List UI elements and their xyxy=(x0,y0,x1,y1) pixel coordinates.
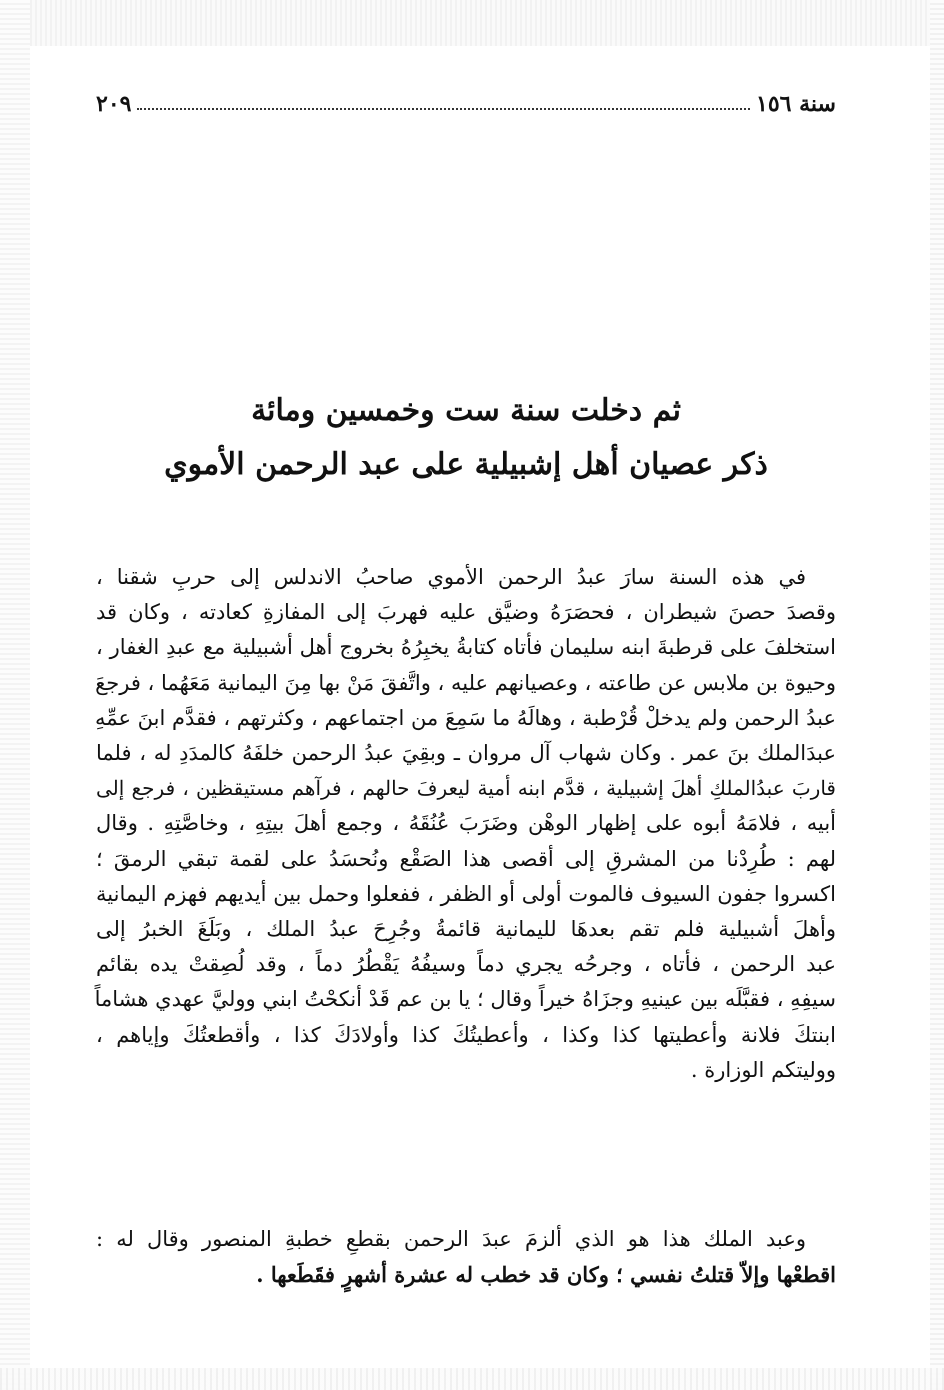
year-title: ثم دخلت سنة ست وخمسين ومائة xyxy=(251,393,681,428)
text-line: وعبد الملك هذا هو الذي ألزمَ عبدَ الرحمن بقطعِ خطبةِ المنصور وقال له : xyxy=(96,1227,806,1251)
section-title: ذكر عصيان أهل إشبيلية على عبد الرحمن الأموي xyxy=(164,447,768,482)
text-line: وأهلَ أشبيلية فلم تقم بعدهَا لليمانية قائمةُ وجُرِحَ عبدُ الملك ، وبَلَغَ الخبرُ إلى xyxy=(96,917,836,942)
text-line: ابنتكَ فلانة وأعطيتها كذا وكذا ، وأعطيتُكَ كذا وأولادَكَ كذا ، وأقطعتُكَ وإياهم ، xyxy=(96,1022,836,1047)
scan-border-top xyxy=(0,0,944,46)
text-line: عبدُ الرحمن ولم يدخلْ قُرْطبة ، وهالَهُ ما سَمِعَ من اجتماعهم ، وكثرتهم ، فقدَّم ابنَ عمِّهِ xyxy=(95,705,836,730)
text-line: وقصدَ حصنَ شيطران ، فحصَرَهُ وضيَّق عليه فهربَ إلى المفازةِ كعادته ، وكان قد xyxy=(96,600,836,625)
text-line: اكسروا جفون السيوف فالموت أولى أو الظفر ، ففعلوا وحمل بين أيديهم فهزم اليمانية xyxy=(96,881,836,906)
page-number: ٢٠٩ xyxy=(96,91,132,117)
text-line: ووليتكم الوزارة . xyxy=(690,1057,836,1082)
paragraph-2 xyxy=(96,1222,836,1292)
scan-border-bottom xyxy=(0,1368,944,1390)
text-line: لهم : طُرِدْنا من المشرقِ إلى أقصى هذا الصَقْع ونُحسَدُ على لقمة تبقي الرمقَ ؛ xyxy=(96,846,836,871)
text-line: اقطعْها وإلاّ قتلتُ نفسي ؛ وكان قد خطب له عشرة أشهرٍ فقَطَعها . xyxy=(256,1262,836,1288)
text-line: في هذه السنة سارَ عبدُ الرحمن الأموي صاحبُ الاندلس إلى حربِ شقنا ، xyxy=(96,565,806,589)
chapter-titles xyxy=(96,386,836,490)
header-year-label: سنة ١٥٦ xyxy=(756,91,836,117)
scan-border-right xyxy=(930,0,944,1390)
text-line: وحيوة بن ملابس عن طاعته ، وعصيانهم عليه ، واتَّفقَ مَنْ بها مِنَ اليمانية مَعَهُما ، فرجعَ xyxy=(95,670,836,695)
paragraph-1 xyxy=(96,560,836,1088)
running-header xyxy=(96,88,836,120)
text-line: عبد الرحمن ، فأتاه ، وجرحُه يجري دماً وسيفُهُ يَقْطُرُ دماً ، وقد لُصِقتْ يده بقائم xyxy=(96,952,836,977)
text-line: استخلفَ على قرطبةَ ابنه سليمان فأتاه كتابةُ يخبِرُهُ بخروج أهل أشبيلية مع عبدِ الغفار ، xyxy=(96,635,836,660)
text-line: عبدَالملك بنَ عمر . وكان شهاب آل مروان ـ وبقِيَ عبدُ الرحمن خلفَهُ كالمدَدِ له ، فلما xyxy=(96,741,836,766)
header-dot-leader xyxy=(137,108,750,110)
text-line: أبيه ، فلامَهُ أبوه على إظهار الوهْن وضَرَبَ عُنُقَهُ ، وجمع أهلَ بيتِهِ ، وخاصَّتِهِ . وقال xyxy=(96,811,836,836)
scan-border-left xyxy=(0,0,30,1390)
text-line: قاربَ عبدُالملكِ أهلَ إشبيلية ، قدَّم ابنه أمية ليعرفَ حالهم ، فرآهم مستيقظين ، فرجع إلى xyxy=(96,776,836,801)
text-line: سيفِهِ ، فقبَّلَه بين عينيهِ وجزَاهُ خيراً وقال ؛ يا بن عم قَدْ أنكحْتُ ابني ووليَّ عهدي هشاماً xyxy=(94,987,836,1012)
